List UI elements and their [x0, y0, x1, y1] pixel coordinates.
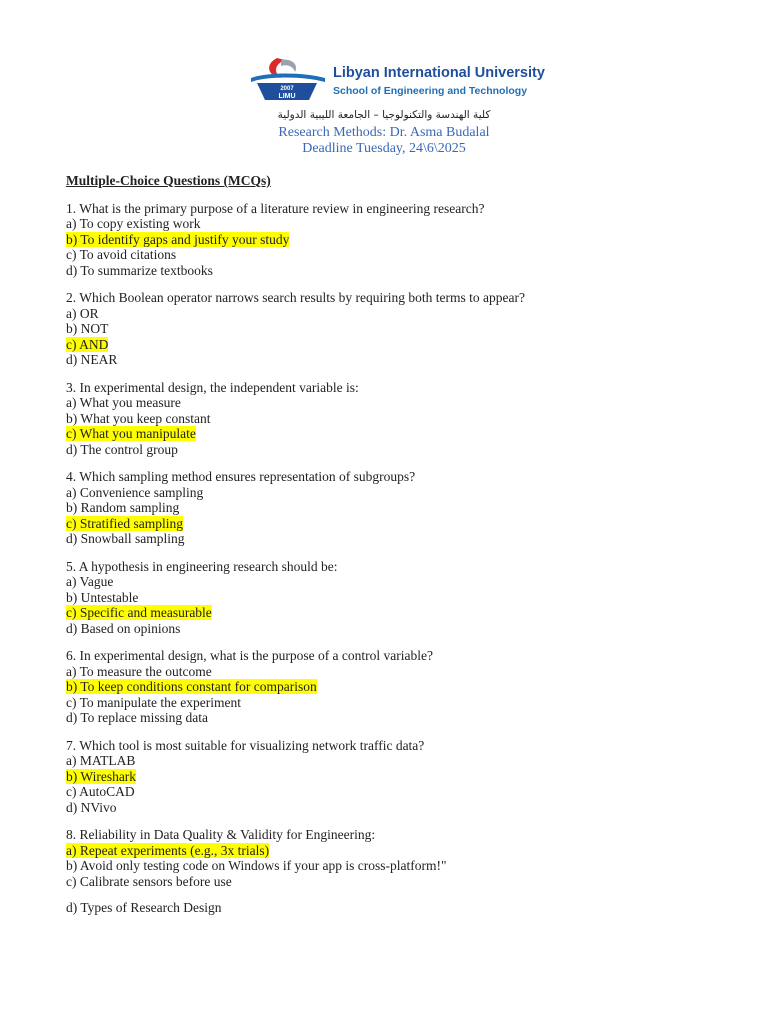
school-name: School of Engineering and Technology: [333, 85, 528, 97]
answer-text: a) MATLAB: [66, 753, 136, 768]
answer-option: [66, 874, 706, 890]
answer-option: [66, 621, 706, 637]
question-block: [66, 738, 706, 816]
question-text: 8. Reliability in Data Quality & Validity for Engineering:: [66, 827, 376, 842]
section-title: Multiple-Choice Questions (MCQs): [66, 173, 271, 188]
answer-text: c) AutoCAD: [66, 784, 135, 799]
answer-text: d) Based on opinions: [66, 620, 181, 636]
svg-text:LIMU: LIMU: [278, 93, 296, 100]
question-text: 2. Which Boolean operator narrows search results by requiring both terms to appear?: [66, 290, 525, 305]
highlighted-answer: b) Wireshark: [66, 768, 137, 784]
answer-option: [66, 769, 706, 785]
spacer: [66, 889, 706, 900]
question-block: [66, 559, 706, 637]
question-block: [66, 827, 706, 889]
answer-option: [66, 531, 706, 547]
mcq-content: [66, 173, 706, 916]
answer-option: [66, 485, 706, 501]
answer-option: [66, 395, 706, 411]
answer-text: b) Untestable: [66, 589, 139, 605]
highlighted-answer: a) Repeat experiments (e.g., 3x trials): [66, 842, 270, 858]
answer-text: d) NEAR: [66, 352, 118, 367]
answer-option: [66, 411, 706, 427]
question-block: [66, 469, 706, 547]
answer-option: [66, 232, 706, 248]
answer-option: [66, 753, 706, 769]
question-text: 1. What is the primary purpose of a literature review in engineering research?: [66, 200, 485, 216]
question-text: 3. In experimental design, the independent variable is:: [66, 379, 359, 395]
answer-text: b) Random sampling: [66, 500, 180, 515]
answer-option: [66, 605, 706, 621]
answer-option: [66, 500, 706, 516]
question-text: 4. Which sampling method ensures representation of subgroups?: [66, 469, 416, 484]
answer-text: a) OR: [66, 305, 99, 321]
university-name: Libyan International University: [333, 65, 545, 81]
answer-text: a) To copy existing work: [66, 216, 201, 231]
answer-option: [66, 352, 706, 368]
question-list: [66, 201, 706, 890]
answer-option: [66, 843, 706, 859]
answer-text: a) To measure the outcome: [66, 663, 212, 679]
answer-text: c) To manipulate the experiment: [66, 694, 241, 710]
answer-text: b) NOT: [66, 321, 109, 336]
answer-option: [66, 664, 706, 680]
university-emblem-icon: [247, 56, 327, 102]
answer-text: d) To replace missing data: [66, 710, 209, 725]
answer-option: [66, 590, 706, 606]
answer-option: [66, 710, 706, 726]
answer-text: a) Convenience sampling: [66, 484, 204, 500]
deadline-line: Deadline Tuesday, 24\6\2025: [302, 141, 466, 156]
arabic-faculty-line: كلية الهندسة والتكنولوجيا – الجامعة الليبية الدولية: [277, 109, 491, 121]
answer-option: [66, 442, 706, 458]
answer-text: b) Avoid only testing code on Windows if your app is cross-platform!": [66, 858, 447, 873]
question-text: 6. In experimental design, what is the purpose of a control variable?: [66, 648, 434, 663]
answer-option: [66, 574, 706, 590]
highlighted-answer: c) Stratified sampling: [66, 515, 183, 531]
answer-option: [66, 247, 706, 263]
answer-text: a) What you measure: [66, 395, 181, 410]
question-block: [66, 290, 706, 368]
university-logo: [247, 56, 545, 102]
answer-option: [66, 337, 706, 353]
answer-text: c) Calibrate sensors before use: [66, 873, 232, 889]
highlighted-answer: c) What you manipulate: [66, 426, 196, 441]
answer-text: d) Snowball sampling: [66, 531, 185, 546]
answer-option: [66, 426, 706, 442]
question-text: 7. Which tool is most suitable for visualizing network traffic data?: [66, 737, 425, 753]
answer-option: [66, 306, 706, 322]
answer-option: [66, 516, 706, 532]
answer-option: [66, 321, 706, 337]
answer-option: [66, 695, 706, 711]
answer-option: [66, 858, 706, 874]
answer-text: d) To summarize textbooks: [66, 262, 213, 278]
question-block: [66, 648, 706, 726]
answer-text: c) To avoid citations: [66, 247, 177, 262]
highlighted-answer: b) To identify gaps and justify your study: [66, 231, 290, 247]
question-text: 5. A hypothesis in engineering research should be:: [66, 558, 338, 574]
question-block: [66, 201, 706, 279]
answer-option: [66, 263, 706, 279]
answer-text: d) The control group: [66, 441, 178, 457]
answer-option: [66, 679, 706, 695]
answer-text: b) What you keep constant: [66, 410, 211, 426]
highlighted-answer: b) To keep conditions constant for comparison: [66, 679, 317, 694]
svg-text:2007: 2007: [280, 86, 294, 92]
course-line: Research Methods: Dr. Asma Budalal: [278, 125, 490, 140]
trailing-option: d) Types of Research Design: [66, 900, 222, 915]
answer-option: [66, 216, 706, 232]
answer-option: [66, 800, 706, 816]
highlighted-answer: c) AND: [66, 336, 109, 352]
answer-text: a) Vague: [66, 574, 114, 589]
answer-option: [66, 784, 706, 800]
highlighted-answer: c) Specific and measurable: [66, 605, 212, 620]
question-block: [66, 380, 706, 458]
answer-text: d) NVivo: [66, 799, 117, 815]
